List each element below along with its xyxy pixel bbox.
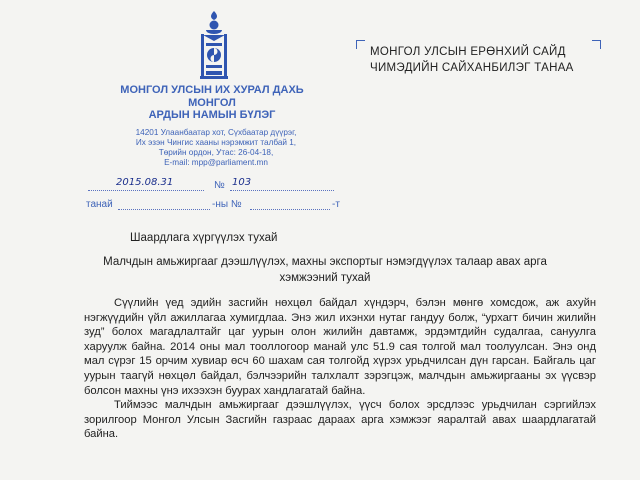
addressee	[370, 44, 620, 76]
letterhead-address	[96, 128, 336, 168]
body-paragraph: Тиймээс малчдын амьжиргааг дээшлүүлэх, үүсч болох эрсдлээс урьдчилан сэргийлэх зорилгоор Монгол Улсын Засгийн газраас дараах арга хэмжээг яаралтай авах шаардлагатай байна.	[84, 399, 596, 441]
heading-line-1: Малчдын амьжиргааг дээшлүүлэх, махны экспортыг нэмэгдүүлэх талаар авах арга	[103, 256, 547, 268]
addressee-line-2: ЧИМЭДИЙН САЙХАНБИЛЭГ ТАНАА	[370, 62, 574, 74]
address-line: Төрийн ордон, Утас: 26-04-18,	[158, 148, 274, 157]
address-line: 14201 Улаанбаатар хот, Сүхбаатар дүүрэг,	[135, 128, 297, 137]
tanai-label: танай	[86, 199, 113, 210]
soyombo-emblem-icon	[196, 10, 232, 82]
org-line-2: МОНГОЛ	[188, 96, 236, 109]
number-symbol: №	[214, 180, 225, 191]
heading-line-2: хэмжээний тухай	[279, 272, 371, 284]
org-line-1: МОНГОЛ УЛСЫН ИХ ХУРАЛ ДАХЬ	[120, 84, 304, 96]
t-label: -т	[332, 199, 340, 210]
address-line: Их эзэн Чингис хааны нэрэмжит талбай 1,	[135, 138, 297, 147]
letter-body	[84, 296, 596, 442]
address-line: E-mail: mpp@parliament.mn	[164, 158, 268, 167]
number-line	[230, 190, 334, 191]
org-line-3: АРДЫН НАМЫН БҮЛЭГ	[148, 109, 276, 121]
tanai-date-line	[118, 209, 210, 210]
letter-heading	[90, 254, 560, 286]
subject-line: Шаардлага хүргүүлэх тухай	[130, 232, 278, 244]
date-line	[88, 190, 204, 191]
letterhead-organization	[92, 84, 332, 122]
handwritten-date: 2015.08.31	[116, 177, 174, 188]
corner-mark-top-left	[356, 40, 365, 49]
tanai-number-line	[250, 209, 330, 210]
handwritten-number: 103	[232, 177, 252, 188]
body-paragraph: Сүүлийн үед эдийн засгийн нөхцөл байдал хүндэрч, бэлэн мөнгө хомсдож, аж ахуйн нэгжүүдийн үйл ажиллагаа хумигдлаа. Энэ жил ихэнхи нутаг гандуу болж, “урхагт бичин жилийн зуд” болох магадлалтайг цаг уурын олон жилийн давтамж, эрдэмтдийн судалгаа, сануулга харуулж байна. 2014 оны мал тооллогоор манай улс 51.9 сая толгой мал тоолуулсан. Энэ онд мал сүрэг 15 орчим хувиар өсч 60 шахам сая толгойд хүрэх урьдчилсан дүн гарсан. Байгаль цаг уурын таагүй нөхцөл байдал, бэлчээрийн талхлалт зэрэгцэж, малчдын амьжиргааны эх үүсвэр болсон махны үнэ ихээхэн буурах хандлагатай байна.	[84, 297, 596, 397]
addressee-line-1: МОНГОЛ УЛСЫН ЕРӨНХИЙ САЙД	[370, 46, 566, 58]
ny-number-label: -ны №	[212, 199, 242, 210]
